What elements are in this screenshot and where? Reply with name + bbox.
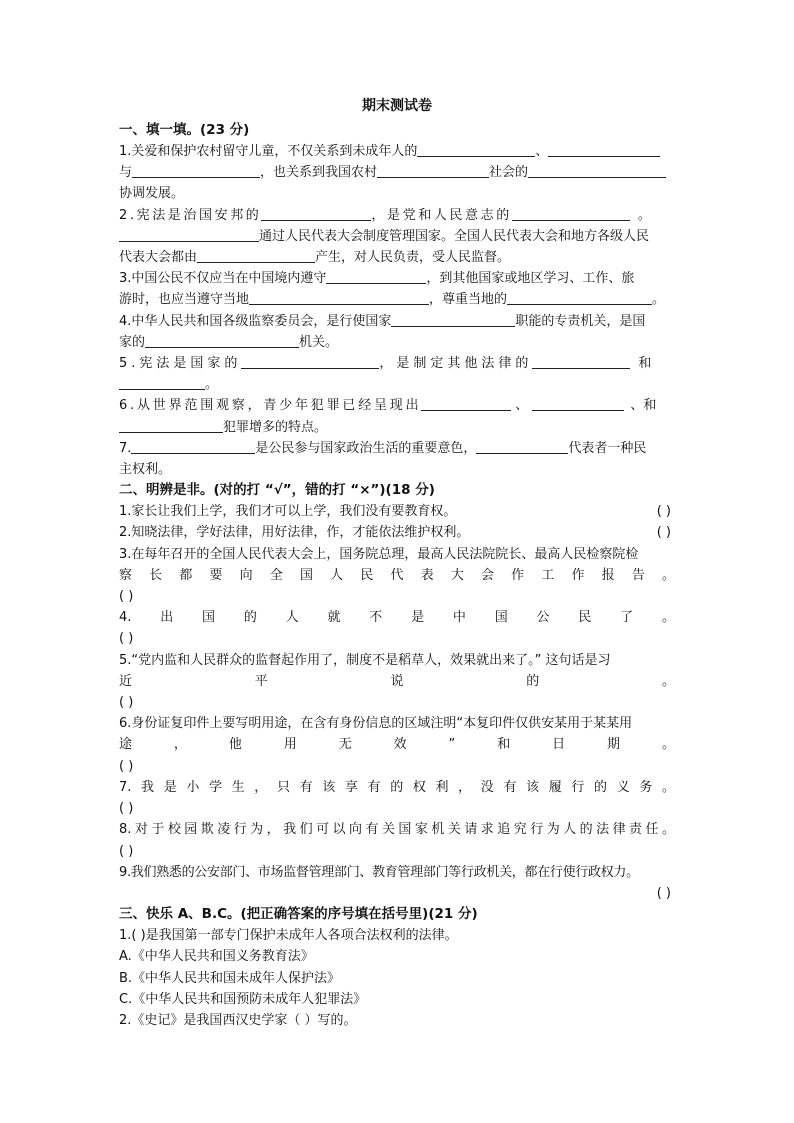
exam-content — [119, 96, 675, 1031]
blank[interactable] — [145, 333, 299, 348]
tf-item-2 — [119, 522, 675, 543]
blank[interactable] — [119, 418, 223, 433]
s1-text: 社会的 — [489, 165, 529, 181]
s1-text: ，是制定其他法律的 — [379, 356, 533, 372]
answer-parens[interactable]: ( ) — [119, 801, 134, 817]
tf-text: 8.对于校园欺凌行为，我们可以向有关国家机关请求追究行为人的法律责任。 — [119, 822, 675, 838]
s1-text: 。 — [637, 207, 651, 223]
tf-text: 近平说的。 — [119, 673, 675, 689]
s1-line-9 — [119, 311, 675, 332]
s1-text: 游时，也应当遵守当地 — [119, 292, 250, 308]
s1-text: ，也关系到我国农村 — [260, 165, 378, 181]
s1-line-12 — [119, 374, 675, 395]
s1-text: 与 — [119, 165, 133, 181]
s1-text: 4.中华人民共和国各级监察委员会，是行使国家 — [119, 313, 392, 329]
tf-text: 2.知晓法律，学好法律，用好法律，作，才能依法维护权利。 — [119, 525, 470, 541]
s1-line-2 — [119, 162, 675, 183]
s1-line-6 — [119, 247, 675, 268]
answer-parens[interactable]: ( ) — [656, 885, 671, 901]
tf-item-4 — [119, 607, 675, 628]
blank[interactable] — [249, 290, 429, 305]
s1-text: 、 — [535, 144, 549, 159]
s1-text: 3.中国公民不仅应当在中国境内遵守 — [119, 271, 327, 287]
blank[interactable] — [476, 439, 568, 454]
s1-text: 代表者一种民 — [568, 440, 647, 456]
tf-item-5-line-1 — [119, 650, 675, 671]
answer-parens[interactable]: ( ) — [119, 589, 134, 605]
s1-line-3 — [119, 183, 675, 204]
tf-item-3-line-1 — [119, 544, 675, 565]
s1-text: 6.从世界范围观察，青少年犯罪已经呈现出 — [119, 398, 422, 414]
s1-text: 通过人民代表大会制度管理国家。全国人民代表大会和地方各级人民 — [259, 228, 650, 244]
mc-question-2: 2.《史记》是我国西汉史学家（ ）写的。 — [119, 1012, 357, 1028]
answer-parens[interactable]: ( ) — [119, 695, 134, 711]
answer-parens[interactable]: ( ) — [656, 525, 671, 541]
blank[interactable] — [131, 439, 255, 454]
s1-text: 家的 — [119, 334, 146, 350]
s1-text: 职能的专责机关，是国 — [515, 313, 646, 329]
s1-line-4 — [119, 205, 675, 226]
s1-text: 机关。 — [299, 334, 339, 350]
blank[interactable] — [421, 396, 511, 411]
s1-text: 。 — [205, 377, 219, 393]
blank[interactable] — [391, 312, 515, 327]
tf-item-5-line-2 — [119, 671, 675, 692]
blank[interactable] — [417, 142, 535, 157]
tf-text: 1.家长让我们上学，我们才可以上学，我们没有要教育权。 — [119, 504, 457, 520]
blank[interactable] — [241, 354, 379, 369]
mc-option-b[interactable]: B.《中华人民共和国未成年人保护法》 — [119, 970, 341, 986]
s1-text: 7. — [119, 440, 132, 456]
section-1-heading: 一、填一填。(23 分) — [119, 122, 250, 138]
s1-text: 1.关爱和保护农村留守儿童，不仅关系到未成年人的 — [119, 144, 418, 159]
s1-line-15 — [119, 438, 675, 459]
tf-item-3-line-2 — [119, 565, 675, 586]
blank[interactable] — [326, 269, 426, 284]
tf-text: 7.我是小学生，只有该享有的权利，没有该履行的义务。 — [119, 779, 675, 795]
blank[interactable] — [132, 163, 260, 178]
answer-parens[interactable]: ( ) — [119, 631, 134, 647]
tf-item-8-parens — [119, 841, 675, 862]
s1-text: 2.宪法是治国安邦的 — [119, 207, 262, 223]
blank[interactable] — [377, 163, 489, 178]
s1-text: ，是党和人民意志的 — [371, 207, 512, 223]
blank[interactable] — [532, 396, 624, 411]
s1-text: 犯罪增多的特点。 — [223, 419, 328, 435]
tf-text: 途，他用无效”和日期。 — [119, 737, 675, 753]
mc-option-a[interactable]: A.《中华人民共和国义务教育法》 — [119, 949, 314, 965]
s1-text: ，到其他国家或地区学习、工作、旅 — [426, 271, 635, 287]
s1-text: 5.宪法是国家的 — [119, 356, 242, 372]
tf-text: 6.身份证复印件上要写明用途，在含有身份信息的区域注明“本复印件仅供安某用于某某用 — [119, 716, 633, 732]
blank[interactable] — [119, 227, 259, 242]
s1-line-14 — [119, 417, 675, 438]
s1-line-10 — [119, 332, 675, 353]
tf-item-9 — [119, 862, 675, 883]
s1-text: 和 — [638, 356, 652, 372]
s1-text: 、和 — [630, 398, 657, 414]
tf-item-7 — [119, 777, 675, 798]
page-title: 期末测试卷 — [362, 98, 432, 114]
s1-line-13 — [119, 395, 675, 416]
s1-text: 是公民参与国家政治生活的重要意色， — [255, 440, 477, 456]
tf-item-6-parens — [119, 756, 675, 777]
s1-text: 、 — [515, 398, 529, 414]
tf-text: 3.在每年召开的全国人民代表大会上，国务院总理，最高人民法院院长、最高人民检察院检 — [119, 546, 639, 562]
answer-parens[interactable]: ( ) — [119, 843, 134, 859]
blank[interactable] — [119, 375, 205, 390]
s1-text: 产生，对人民负责，受人民监督。 — [315, 250, 511, 266]
blank[interactable] — [512, 206, 630, 221]
section-2-heading: 二、明辨是非。(对的打 “√”，错的打 “×”)(18 分) — [119, 482, 435, 499]
tf-item-8 — [119, 819, 675, 840]
tf-item-5-parens — [119, 692, 675, 713]
blank[interactable] — [197, 248, 315, 263]
s1-line-1 — [119, 141, 675, 162]
s1-text: 主权利。 — [119, 462, 172, 478]
tf-item-7-parens — [119, 798, 675, 819]
s1-line-8 — [119, 289, 675, 310]
s1-line-7 — [119, 268, 675, 289]
s1-line-11 — [119, 353, 675, 374]
tf-text: 4.出国的人就不是中国公民了。 — [119, 610, 675, 626]
blank[interactable] — [548, 142, 660, 157]
blank[interactable] — [528, 163, 666, 178]
blank[interactable] — [261, 206, 371, 221]
tf-item-1 — [119, 501, 675, 522]
tf-text: 9.我们熟悉的公安部门、市场监督管理部门、教育管理部门等行政机关，都在行使行政权力。 — [119, 864, 639, 880]
tf-item-6-line-2 — [119, 734, 675, 755]
tf-item-3-parens — [119, 586, 675, 607]
s1-text: 。 — [652, 292, 666, 308]
s1-text: 代表大会都由 — [119, 250, 198, 266]
s1-line-5 — [119, 226, 675, 247]
tf-text: 察长都要向全国人民代表大会作工作报告。 — [119, 567, 675, 583]
mc-question-1: 1.( )是我国第一部专门保护未成年人各项合法权利的法律。 — [119, 928, 458, 944]
answer-parens[interactable]: ( ) — [119, 758, 134, 774]
s1-text: ，尊重当地的 — [429, 292, 508, 308]
tf-item-4-parens — [119, 628, 675, 649]
blank[interactable] — [532, 354, 630, 369]
answer-parens[interactable]: ( ) — [656, 504, 671, 520]
section-3-heading: 三、快乐 A、B.C。(把正确答案的序号填在括号里)(21 分) — [119, 906, 478, 923]
tf-item-9-parens — [119, 883, 675, 904]
tf-text: 5.“党内监和人民群众的监督起作用了，制度不是稻草人，效果就出来了。” 这句话是习 — [119, 652, 611, 668]
s1-text: 协调发展。 — [119, 186, 185, 202]
s1-line-16 — [119, 459, 675, 480]
mc-option-c[interactable]: C.《中华人民共和国预防未成年人犯罪法》 — [119, 991, 367, 1007]
tf-item-6-line-1 — [119, 713, 675, 734]
blank[interactable] — [507, 290, 652, 305]
